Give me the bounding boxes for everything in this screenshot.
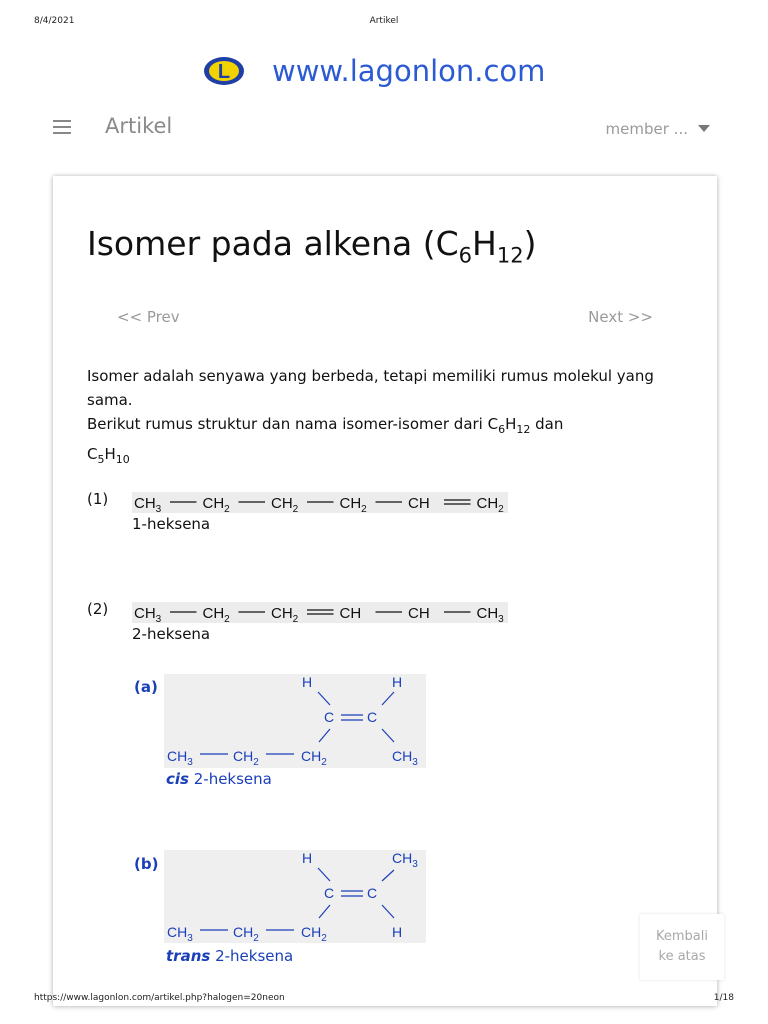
group-label: CH — [339, 605, 362, 622]
atom-label: H — [302, 674, 313, 690]
svg-text:CH2: $CH_2$ — [233, 748, 259, 768]
isomer-label: (a) — [134, 678, 158, 696]
isomer-label: (b) — [134, 855, 159, 873]
prev-link[interactable]: << Prev — [117, 308, 180, 326]
group-label: $CH_3$ — [134, 495, 162, 513]
group-label: $CH_3$ — [476, 605, 504, 623]
svg-text:CH3: $CH_3$ — [392, 748, 418, 768]
atom-label: H — [302, 850, 313, 866]
structure-chain-1 — [132, 492, 508, 513]
svg-text:CH3: $CH_3$ — [392, 850, 418, 870]
isomer-name: trans 2-heksena — [166, 947, 294, 965]
atom-label: C — [324, 885, 335, 901]
item-number: (2) — [87, 600, 109, 618]
cis-structure — [164, 674, 426, 768]
logo-letter: L — [217, 61, 231, 83]
back-to-top-line: Kembali — [656, 929, 708, 944]
member-dropdown[interactable] — [606, 120, 710, 138]
structure-chain-2 — [132, 602, 508, 623]
next-link[interactable]: Next >> — [588, 308, 653, 326]
svg-text:CH3: $CH_3$ — [167, 924, 193, 943]
group-label: CH — [408, 495, 430, 512]
svg-text:CH2: $CH_2$ — [301, 924, 327, 943]
group-label: $CH_2$ — [271, 605, 299, 623]
caret-down-icon — [698, 125, 710, 132]
intro-line: $C_5H_{10}$ — [87, 445, 130, 466]
brand-url-link[interactable]: www.lagonlon.com — [272, 54, 546, 88]
atom-label: C — [324, 709, 335, 725]
atom-label: H — [392, 924, 403, 940]
svg-text:CH2: $CH_2$ — [301, 748, 327, 768]
atom-label: C — [367, 885, 378, 901]
print-page-number: 1/18 — [713, 993, 734, 1003]
group-label: $CH_2$ — [202, 605, 230, 623]
intro-line: Isomer adalah senyawa yang berbeda, tetapi memiliki rumus molekul yang sama. — [87, 367, 654, 409]
svg-text:CH3: $CH_3$ — [167, 748, 193, 768]
isomer-name: cis 2-heksena — [166, 770, 272, 788]
svg-text:CH2: $CH_2$ — [233, 924, 259, 943]
member-label: member ... — [605, 120, 688, 138]
atom-label: C — [367, 709, 378, 725]
back-to-top-line: ke atas — [658, 949, 706, 964]
lagonlon-logo[interactable] — [203, 54, 245, 88]
group-label: $CH_2$ — [271, 495, 299, 513]
compound-name: 1-heksena — [132, 515, 211, 533]
trans-structure — [164, 850, 426, 943]
group-label: $CH_2$ — [339, 495, 367, 513]
group-label: $CH_2$ — [476, 495, 504, 513]
article-title: Isomer pada alkena $(C_6H_{12})$ — [87, 224, 537, 268]
group-label: CH — [408, 605, 430, 622]
page-title: Artikel — [105, 114, 173, 138]
group-label: $CH_2$ — [202, 495, 230, 513]
article-card — [53, 176, 717, 1006]
compound-name: 2-heksena — [132, 625, 211, 643]
print-title: Artikel — [369, 16, 399, 26]
brand-header — [0, 48, 768, 96]
atom-label: H — [392, 674, 403, 690]
intro-line: Berikut rumus struktur dan nama isomer-isomer dari $C_6H_{12}$ dan — [87, 415, 564, 436]
hamburger-menu-icon[interactable] — [53, 118, 73, 136]
print-url: https://www.lagonlon.com/artikel.php?halogen=20neon — [34, 993, 285, 1003]
group-label: $CH_3$ — [134, 605, 162, 623]
top-bar — [0, 110, 768, 146]
item-number: (1) — [87, 490, 109, 508]
intro-paragraph — [87, 364, 687, 472]
print-date: 8/4/2021 — [34, 16, 75, 26]
print-header — [0, 16, 768, 30]
back-to-top-button[interactable] — [640, 914, 724, 980]
